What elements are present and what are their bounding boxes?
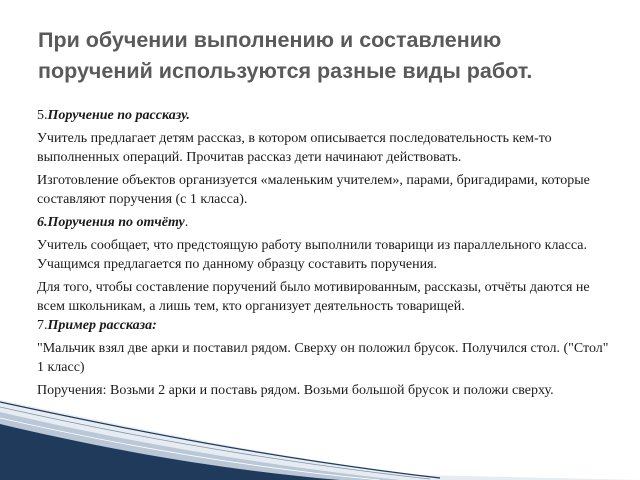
slide-title: При обучении выполнению и составлению поручений используются разные виды работ.	[38, 28, 533, 83]
section-7-quote: "Мальчик взял две арки и поставил рядом. Сверху он положил брусок. Получился стол. ("Стол" 1 класс)	[37, 341, 609, 375]
section-7-number: 7.	[37, 318, 48, 333]
section-6-paragraph-2: Для того, чтобы составление поручений было мотивированным, рассказы, отчёты даются не всем школьникам, а лишь тем, кто организует деятельность товарищей.	[37, 280, 590, 314]
section-6-title-suffix: .	[184, 215, 189, 230]
section-5-paragraph-2: Изготовление объектов организуется «маленьким учителем», парами, бригадирами, которые составляют поручения (с 1 класса).	[37, 173, 590, 207]
section-6-paragraph-1: Учитель сообщает, что предстоящую работу выполнили товарищи из параллельного класса. Учащимся предлагается по данному образцу составить поручения.	[37, 238, 587, 272]
slide-content	[37, 106, 609, 404]
section-5-title: Поручение по рассказу.	[47, 108, 190, 123]
section-5-heading	[37, 106, 609, 125]
decorative-swoosh	[0, 380, 640, 480]
section-5-number: 5.	[37, 108, 48, 123]
section-6-title: 6.Поручения по отчёту	[37, 215, 185, 230]
section-7-instruction: Поручения: Возьми 2 арки и поставь рядом. Возьми большой брусок и положи сверху.	[37, 383, 554, 398]
section-7-heading	[37, 316, 609, 335]
section-7-title: Пример рассказа:	[47, 318, 157, 333]
section-6-heading	[37, 213, 609, 232]
section-5-paragraph-1: Учитель предлагает детям рассказ, в котором описывается последовательность кем-то выполненных операций. Прочитав рассказ дети начинают действовать.	[37, 131, 552, 165]
